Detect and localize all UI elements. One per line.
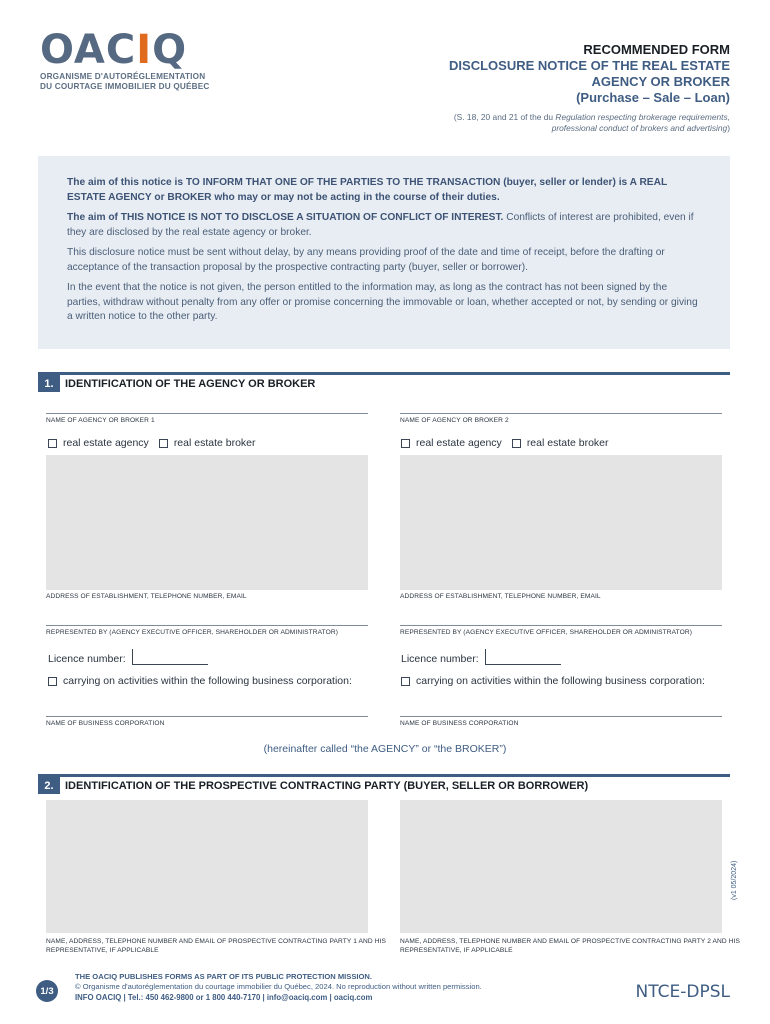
broker-2-corporation-name-line <box>400 716 722 717</box>
broker-1-agency-label: real estate agency <box>63 437 149 449</box>
broker-1-address-label: ADDRESS OF ESTABLISHMENT, TELEPHONE NUMBER, EMAIL <box>46 593 247 600</box>
section-1-title: IDENTIFICATION OF THE AGENCY OR BROKER <box>65 377 316 390</box>
broker-1-corporation-name-line <box>46 716 368 717</box>
version-code: (v1 05/2024) <box>731 860 738 900</box>
footer-mission: THE OACIQ PUBLISHES FORMS AS PART OF ITS PUBLIC PROTECTION MISSION. <box>75 972 373 981</box>
form-header <box>400 42 730 134</box>
notice-paragraph-1: The aim of this notice is TO INFORM THAT ONE OF THE PARTIES TO THE TRANSACTION (buyer, seller or lender) is A REAL ESTATE AGENCY or BROKER who may or may not be acting in the course of their duties. <box>67 177 667 203</box>
broker-2-represented-label: REPRESENTED BY (AGENCY EXECUTIVE OFFICER, SHAREHOLDER OR ADMINISTRATOR) <box>400 629 693 636</box>
broker-1-name-field[interactable] <box>46 413 368 424</box>
notice-box <box>38 156 730 349</box>
notice-paragraph-3: This disclosure notice must be sent without delay, by any means providing proof of the date and time of receipt, before the drafting or acceptance of the transaction proposal by the prospective contracting party (buyer, seller or borrower). <box>67 247 665 273</box>
party-2-details-field <box>400 935 740 954</box>
broker-1-represented-label: REPRESENTED BY (AGENCY EXECUTIVE OFFICER, SHAREHOLDER OR ADMINISTRATOR) <box>46 629 339 636</box>
broker-1-agency-checkbox[interactable] <box>48 439 57 448</box>
broker-1-name-label: NAME OF AGENCY OR BROKER 1 <box>46 417 155 424</box>
broker-2-licence-label: Licence number: <box>401 653 479 665</box>
notice-p2-rest: Conflicts of interest are prohibited, even if they are disclosed by the real estate agency or broker. <box>67 212 694 238</box>
broker-1-corporation-option <box>48 675 352 687</box>
broker-2-broker-label: real estate broker <box>526 437 609 449</box>
party-1-label-line-2: REPRESENTATIVE, IF APPLICABLE <box>46 947 159 954</box>
broker-1-represented-line <box>46 625 368 626</box>
broker-2-address-input[interactable] <box>400 455 722 590</box>
footer-copyright: © Organisme d'autoréglementation du courtage immobilier du Québec, 2024. No reproduction without written permission. <box>75 982 482 991</box>
party-1-label-line-1: NAME, ADDRESS, TELEPHONE NUMBER AND EMAIL OF PROSPECTIVE CONTRACTING PARTY 1 AND HIS <box>46 938 386 945</box>
party-2-details-input[interactable] <box>400 800 722 933</box>
notice-paragraph-2 <box>67 211 702 240</box>
broker-2-corporation-label: carrying on activities within the following business corporation: <box>416 675 705 687</box>
section-2-number: 2. <box>38 777 60 794</box>
section-1-number: 1. <box>38 375 60 392</box>
broker-1-broker-label: real estate broker <box>173 437 256 449</box>
broker-2-agency-label: real estate agency <box>416 437 502 449</box>
broker-2-name-label: NAME OF AGENCY OR BROKER 2 <box>400 417 509 424</box>
notice-paragraph-4: In the event that the notice is not given, the person entitled to the information may, as long as the contract has not been signed by the parties, withdraw without penalty from any offer or promise concerning the immovable or loan, whether accepted or not, by sending or giving a written notice to the other party. <box>67 282 698 322</box>
broker-2-broker-checkbox[interactable] <box>512 439 521 448</box>
broker-1-licence <box>48 649 208 665</box>
notice-p2-bold: The aim of THIS NOTICE IS NOT TO DISCLOSE A SITUATION OF CONFLICT OF INTEREST. <box>67 212 504 223</box>
ref-prefix: (S. 18, 20 and 21 of the du <box>453 112 556 122</box>
broker-2-corporation-name-label: NAME OF BUSINESS CORPORATION <box>400 720 519 727</box>
section-1-heading <box>38 375 315 392</box>
section-2-title: IDENTIFICATION OF THE PROSPECTIVE CONTRACTING PARTY (BUYER, SELLER OR BORROWER) <box>65 779 589 792</box>
broker-2-type-options <box>401 437 609 449</box>
broker-2-address-field <box>400 590 722 600</box>
broker-2-name-field[interactable] <box>400 413 722 424</box>
ref-italic-1: Regulation respecting brokerage requirements, <box>555 112 730 122</box>
form-title-line-1: DISCLOSURE NOTICE OF THE REAL ESTATE <box>449 58 730 73</box>
broker-1-type-options <box>48 437 256 449</box>
oaciq-logo <box>40 28 210 92</box>
broker-2-corporation-name-field[interactable] <box>400 716 722 727</box>
broker-2-corporation-checkbox[interactable] <box>401 677 410 686</box>
broker-1-corporation-name-field[interactable] <box>46 716 368 727</box>
broker-1-licence-label: Licence number: <box>48 653 126 665</box>
broker-2-agency-checkbox[interactable] <box>401 439 410 448</box>
footer-contact: INFO OACIQ | Tel.: 450 462-9800 or 1 800 440-7170 | info@oaciq.com | oaciq.com <box>75 993 373 1002</box>
broker-1-licence-input[interactable] <box>132 649 208 665</box>
section-2-heading <box>38 777 588 794</box>
broker-2-name-line <box>400 413 722 414</box>
broker-1-corporation-name-label: NAME OF BUSINESS CORPORATION <box>46 720 165 727</box>
regulation-reference <box>400 112 730 134</box>
form-kind: RECOMMENDED FORM <box>583 42 730 57</box>
hereafter-note: (hereinafter called “the AGENCY” or “the BROKER”) <box>263 743 507 755</box>
party-1-details-field <box>46 935 386 954</box>
form-title-line-2: AGENCY OR BROKER <box>591 74 730 89</box>
ref-italic-2: professional conduct of brokers and advertising <box>551 123 728 133</box>
broker-1-address-input[interactable] <box>46 455 368 590</box>
broker-1-broker-checkbox[interactable] <box>159 439 168 448</box>
broker-2-licence-input[interactable] <box>485 649 561 665</box>
ref-suffix: ) <box>727 123 730 133</box>
logo-line-1: ORGANISME D'AUTORÉGLEMENTATION <box>40 72 206 81</box>
party-1-details-input[interactable] <box>46 800 368 933</box>
page-number-badge: 1/3 <box>36 980 58 1002</box>
logo-line-2: DU COURTAGE IMMOBILIER DU QUÉBEC <box>40 82 210 91</box>
logo-wordmark: OACIQ <box>40 27 188 73</box>
broker-1-corporation-label: carrying on activities within the following business corporation: <box>63 675 352 687</box>
broker-1-represented-field[interactable] <box>46 625 368 636</box>
broker-2-address-label: ADDRESS OF ESTABLISHMENT, TELEPHONE NUMBER, EMAIL <box>400 593 601 600</box>
broker-2-represented-line <box>400 625 722 626</box>
party-2-label-line-2: REPRESENTATIVE, IF APPLICABLE <box>400 947 513 954</box>
broker-2-represented-field[interactable] <box>400 625 722 636</box>
broker-2-corporation-option <box>401 675 705 687</box>
party-2-label-line-1: NAME, ADDRESS, TELEPHONE NUMBER AND EMAIL OF PROSPECTIVE CONTRACTING PARTY 2 AND HIS <box>400 938 740 945</box>
form-code: NTCE-DPSL <box>635 982 730 1002</box>
footer-info <box>75 972 482 1003</box>
broker-1-address-field <box>46 590 368 600</box>
broker-1-corporation-checkbox[interactable] <box>48 677 57 686</box>
broker-1-name-line <box>46 413 368 414</box>
broker-2-licence <box>401 649 561 665</box>
form-subtitle: (Purchase – Sale – Loan) <box>576 90 730 105</box>
